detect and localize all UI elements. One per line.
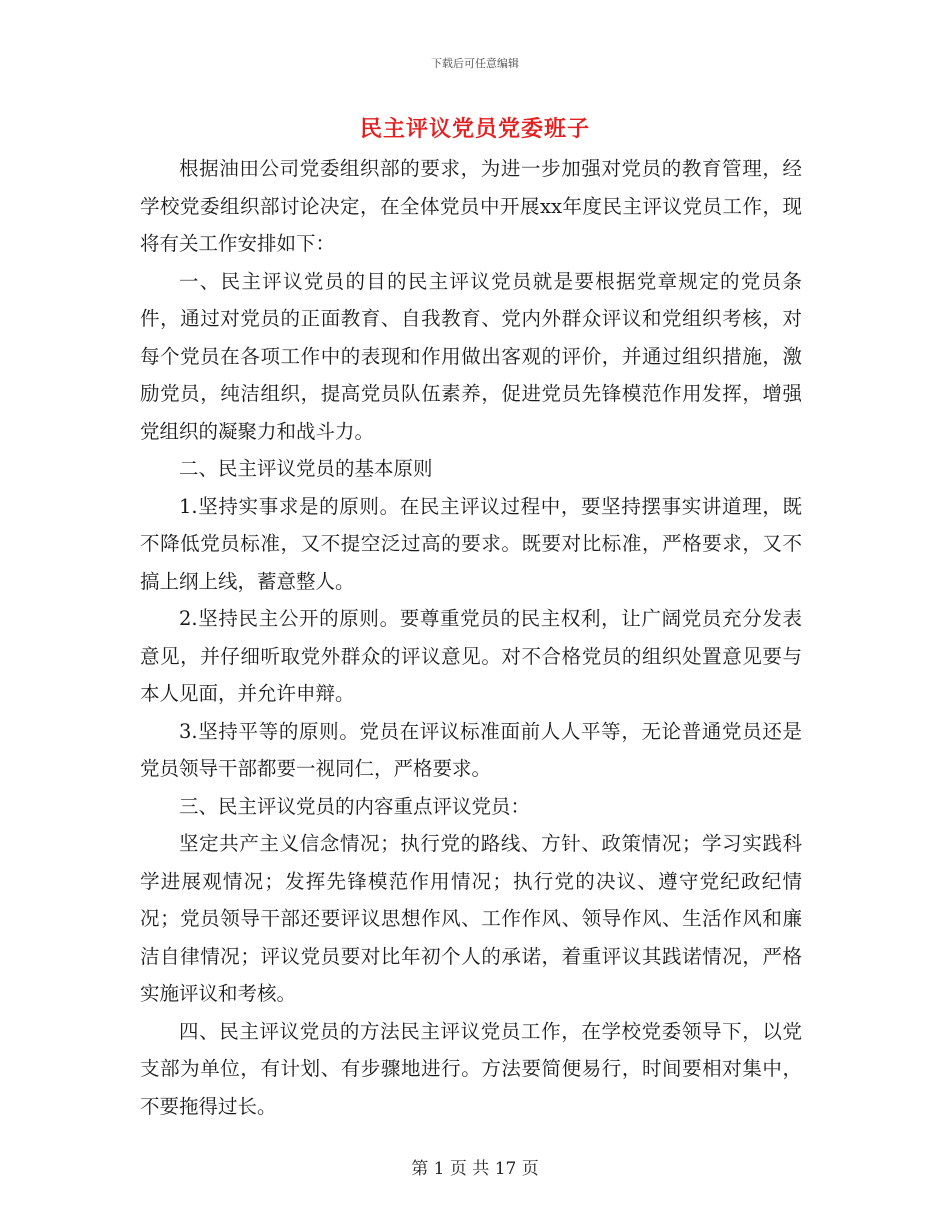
- paragraph-section-2-heading: 二、民主评议党员的基本原则: [179, 457, 433, 480]
- paragraph-section-1: 一、民主评议党员的目的民主评议党员就是要根据党章规定的党员条件，通过对党员的正面教育、自我教育、党内外群众评议和党组织考核，对每个党员在各项工作中的表现和作用做出客观的评价，并通过组织措施，激励党员，纯洁组织，提高党员队伍素养，促进党员先锋模范作用发挥，增强党组织的凝聚力和战斗力。: [140, 269, 802, 443]
- paragraph-principle-3: 3.坚持平等的原则。党员在评议标准面前人人平等，无论普通党员还是党员领导干部都要一视同仁，严格要求。: [140, 719, 802, 780]
- paragraph-section-3-heading: 三、民主评议党员的内容重点评议党员：: [179, 794, 531, 818]
- paragraph-principle-2: 2.坚持民主公开的原则。要尊重党员的民主权利，让广阔党员充分发表意见，并仔细听取党外群众的评议意见。对不合格党员的组织处置意见要与本人见面，并允许申辩。: [140, 607, 802, 705]
- document-body: [140, 150, 802, 1125]
- paragraph-intro: 根据油田公司党委组织部的要求，为进一步加强对党员的教育管理，经学校党委组织部讨论决定，在全体党员中开展xx年度民主评议党员工作，现将有关工作安排如下：: [140, 157, 802, 255]
- page-number: 第 1 页 共 17 页: [411, 1159, 539, 1179]
- document-title: 民主评议党员党委班子: [359, 116, 590, 142]
- paragraph-principle-1: 1.坚持实事求是的原则。在民主评议过程中，要坚持摆事实讲道理，既不降低党员标准，又不提空泛过高的要求。既要对比标准，严格要求，又不搞上纲上线，蓄意整人。: [140, 494, 802, 593]
- paragraph-section-3-content: 坚定共产主义信念情况；执行党的路线、方针、政策情况；学习实践科学进展观情况；发挥先锋模范作用情况；执行党的决议、遵守党纪政纪情况；党员领导干部还要评议思想作风、工作作风、领导作风、生活作风和廉洁自律情况；评议党员要对比年初个人的承诺，着重评议其践诺情况，严格实施评议和考核。: [140, 832, 802, 1005]
- paragraph-section-4: 四、民主评议党员的方法民主评议党员工作，在学校党委领导下，以党支部为单位，有计划、有步骤地进行。方法要简便易行，时间要相对集中，不要拖得过长。: [140, 1019, 802, 1118]
- header-note: 下载后可任意编辑: [431, 57, 519, 70]
